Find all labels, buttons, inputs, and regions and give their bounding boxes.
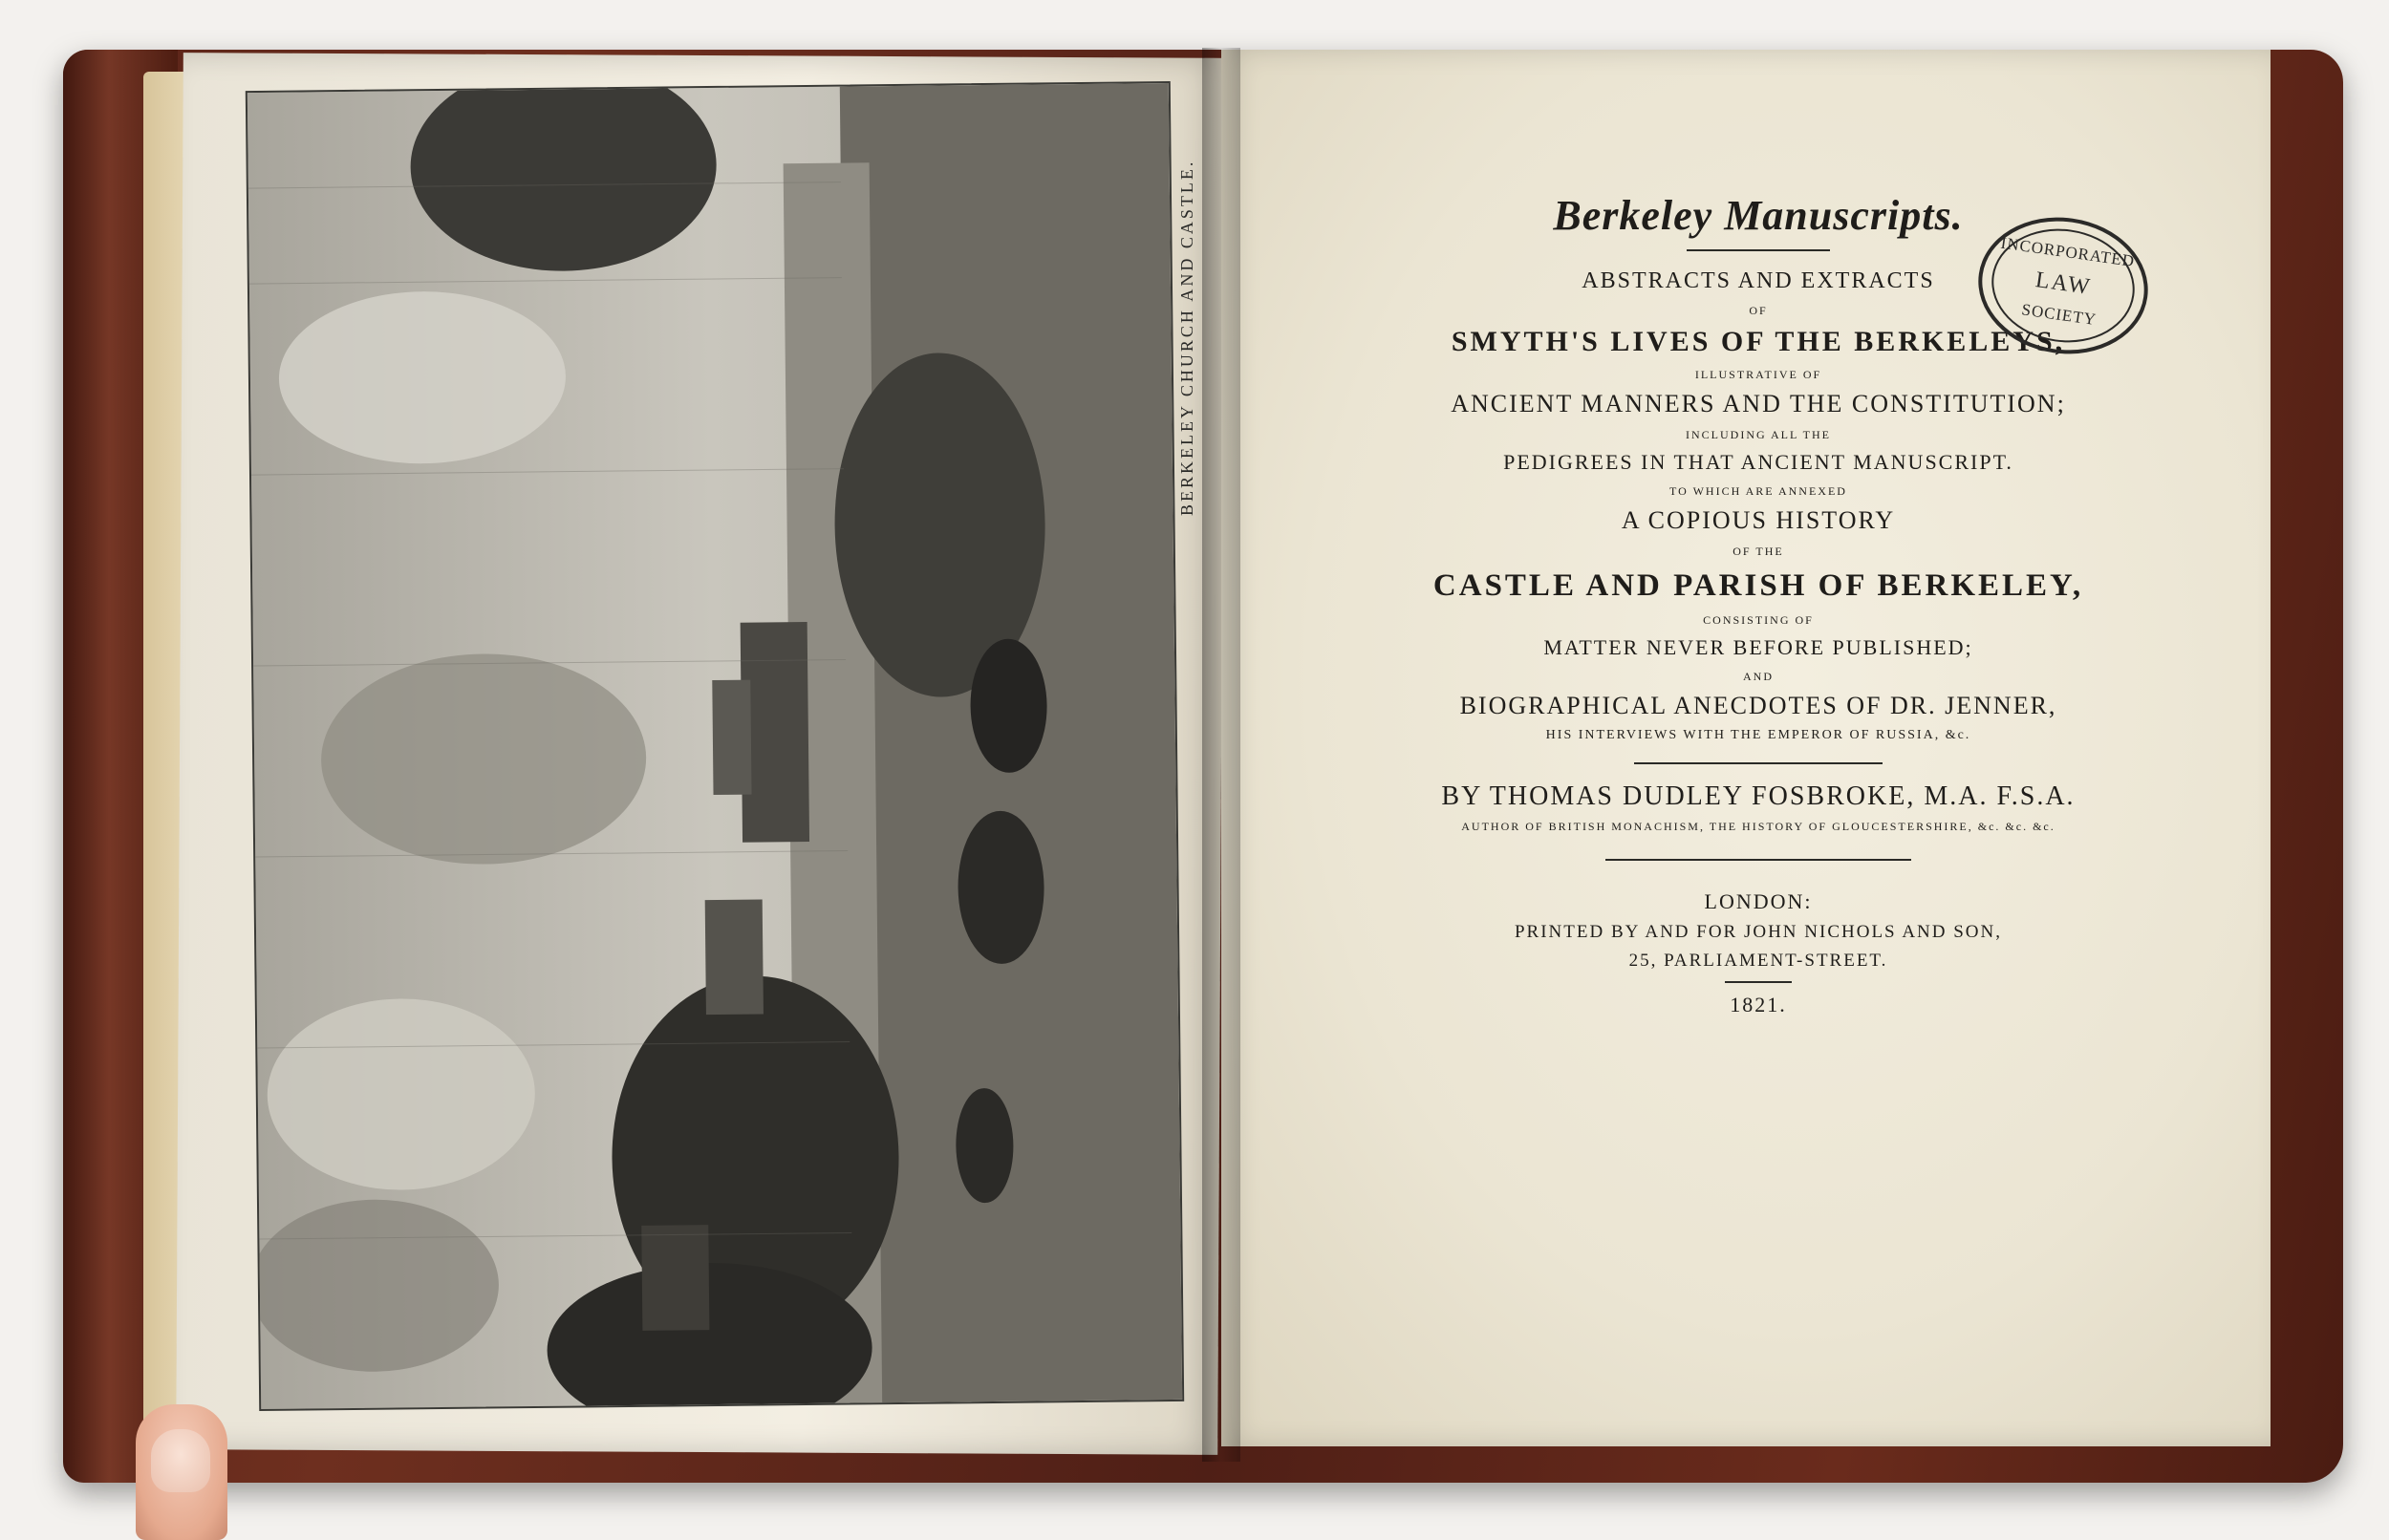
title-line: AND (1743, 670, 1774, 683)
title-line: CONSISTING OF (1703, 613, 1814, 627)
divider (1634, 762, 1883, 764)
stamp-text: INCORPORATED (1999, 233, 2137, 271)
place: LONDON: (1704, 889, 1813, 913)
title-line: ILLUSTRATIVE OF (1694, 368, 1822, 381)
title-line: A COPIOUS HISTORY (1621, 506, 1896, 534)
author: BY THOMAS DUDLEY FOSBROKE, M.A. F.S.A. (1441, 781, 2076, 811)
title-line: HIS INTERVIEWS WITH THE EMPEROR OF RUSSIA, &c. (1545, 728, 1971, 742)
title-line: SMYTH'S LIVES OF THE BERKELEYS, (1451, 326, 2066, 357)
divider (1605, 859, 1911, 861)
plate-caption: BERKELEY CHURCH AND CASTLE. (1177, 159, 1196, 516)
title-line: INCLUDING ALL THE (1686, 428, 1831, 441)
castle-tower (712, 680, 751, 795)
address: 25, PARLIAMENT-STREET. (1628, 951, 1888, 971)
divider (1725, 981, 1792, 983)
title-line: BIOGRAPHICAL ANECDOTES OF DR. JENNER, (1459, 692, 2057, 719)
stamp-text: SOCIETY (2020, 300, 2098, 330)
church (705, 899, 764, 1015)
plate-engraving (248, 83, 1182, 1409)
thumbnail (151, 1429, 210, 1492)
printer: PRINTED BY AND FOR JOHN NICHOLS AND SON, (1514, 922, 2002, 942)
title-line: OF (1749, 304, 1768, 317)
stamp-text: LAW (2034, 267, 2094, 300)
church-tower (641, 1225, 709, 1331)
engraved-plate (246, 81, 1184, 1411)
title-line: ANCIENT MANNERS AND THE CONSTITUTION; (1451, 390, 2066, 417)
gutter (1202, 48, 1240, 1462)
title-line: OF THE (1733, 545, 1784, 558)
divider (1687, 249, 1830, 251)
main-heading: Berkeley Manuscripts. (1553, 192, 1964, 239)
year: 1821. (1730, 993, 1787, 1016)
title-line: MATTER NEVER BEFORE PUBLISHED; (1543, 635, 1973, 659)
author-note: AUTHOR OF BRITISH MONACHISM, THE HISTORY OF GLOUCESTERSHIRE, &c. &c. &c. (1461, 820, 2055, 833)
title-line: PEDIGREES IN THAT ANCIENT MANUSCRIPT. (1503, 450, 2013, 474)
title-line: TO WHICH ARE ANNEXED (1669, 484, 1847, 498)
title-line: ABSTRACTS AND EXTRACTS (1582, 268, 1935, 293)
title-line: CASTLE AND PARISH OF BERKELEY, (1432, 568, 2084, 603)
